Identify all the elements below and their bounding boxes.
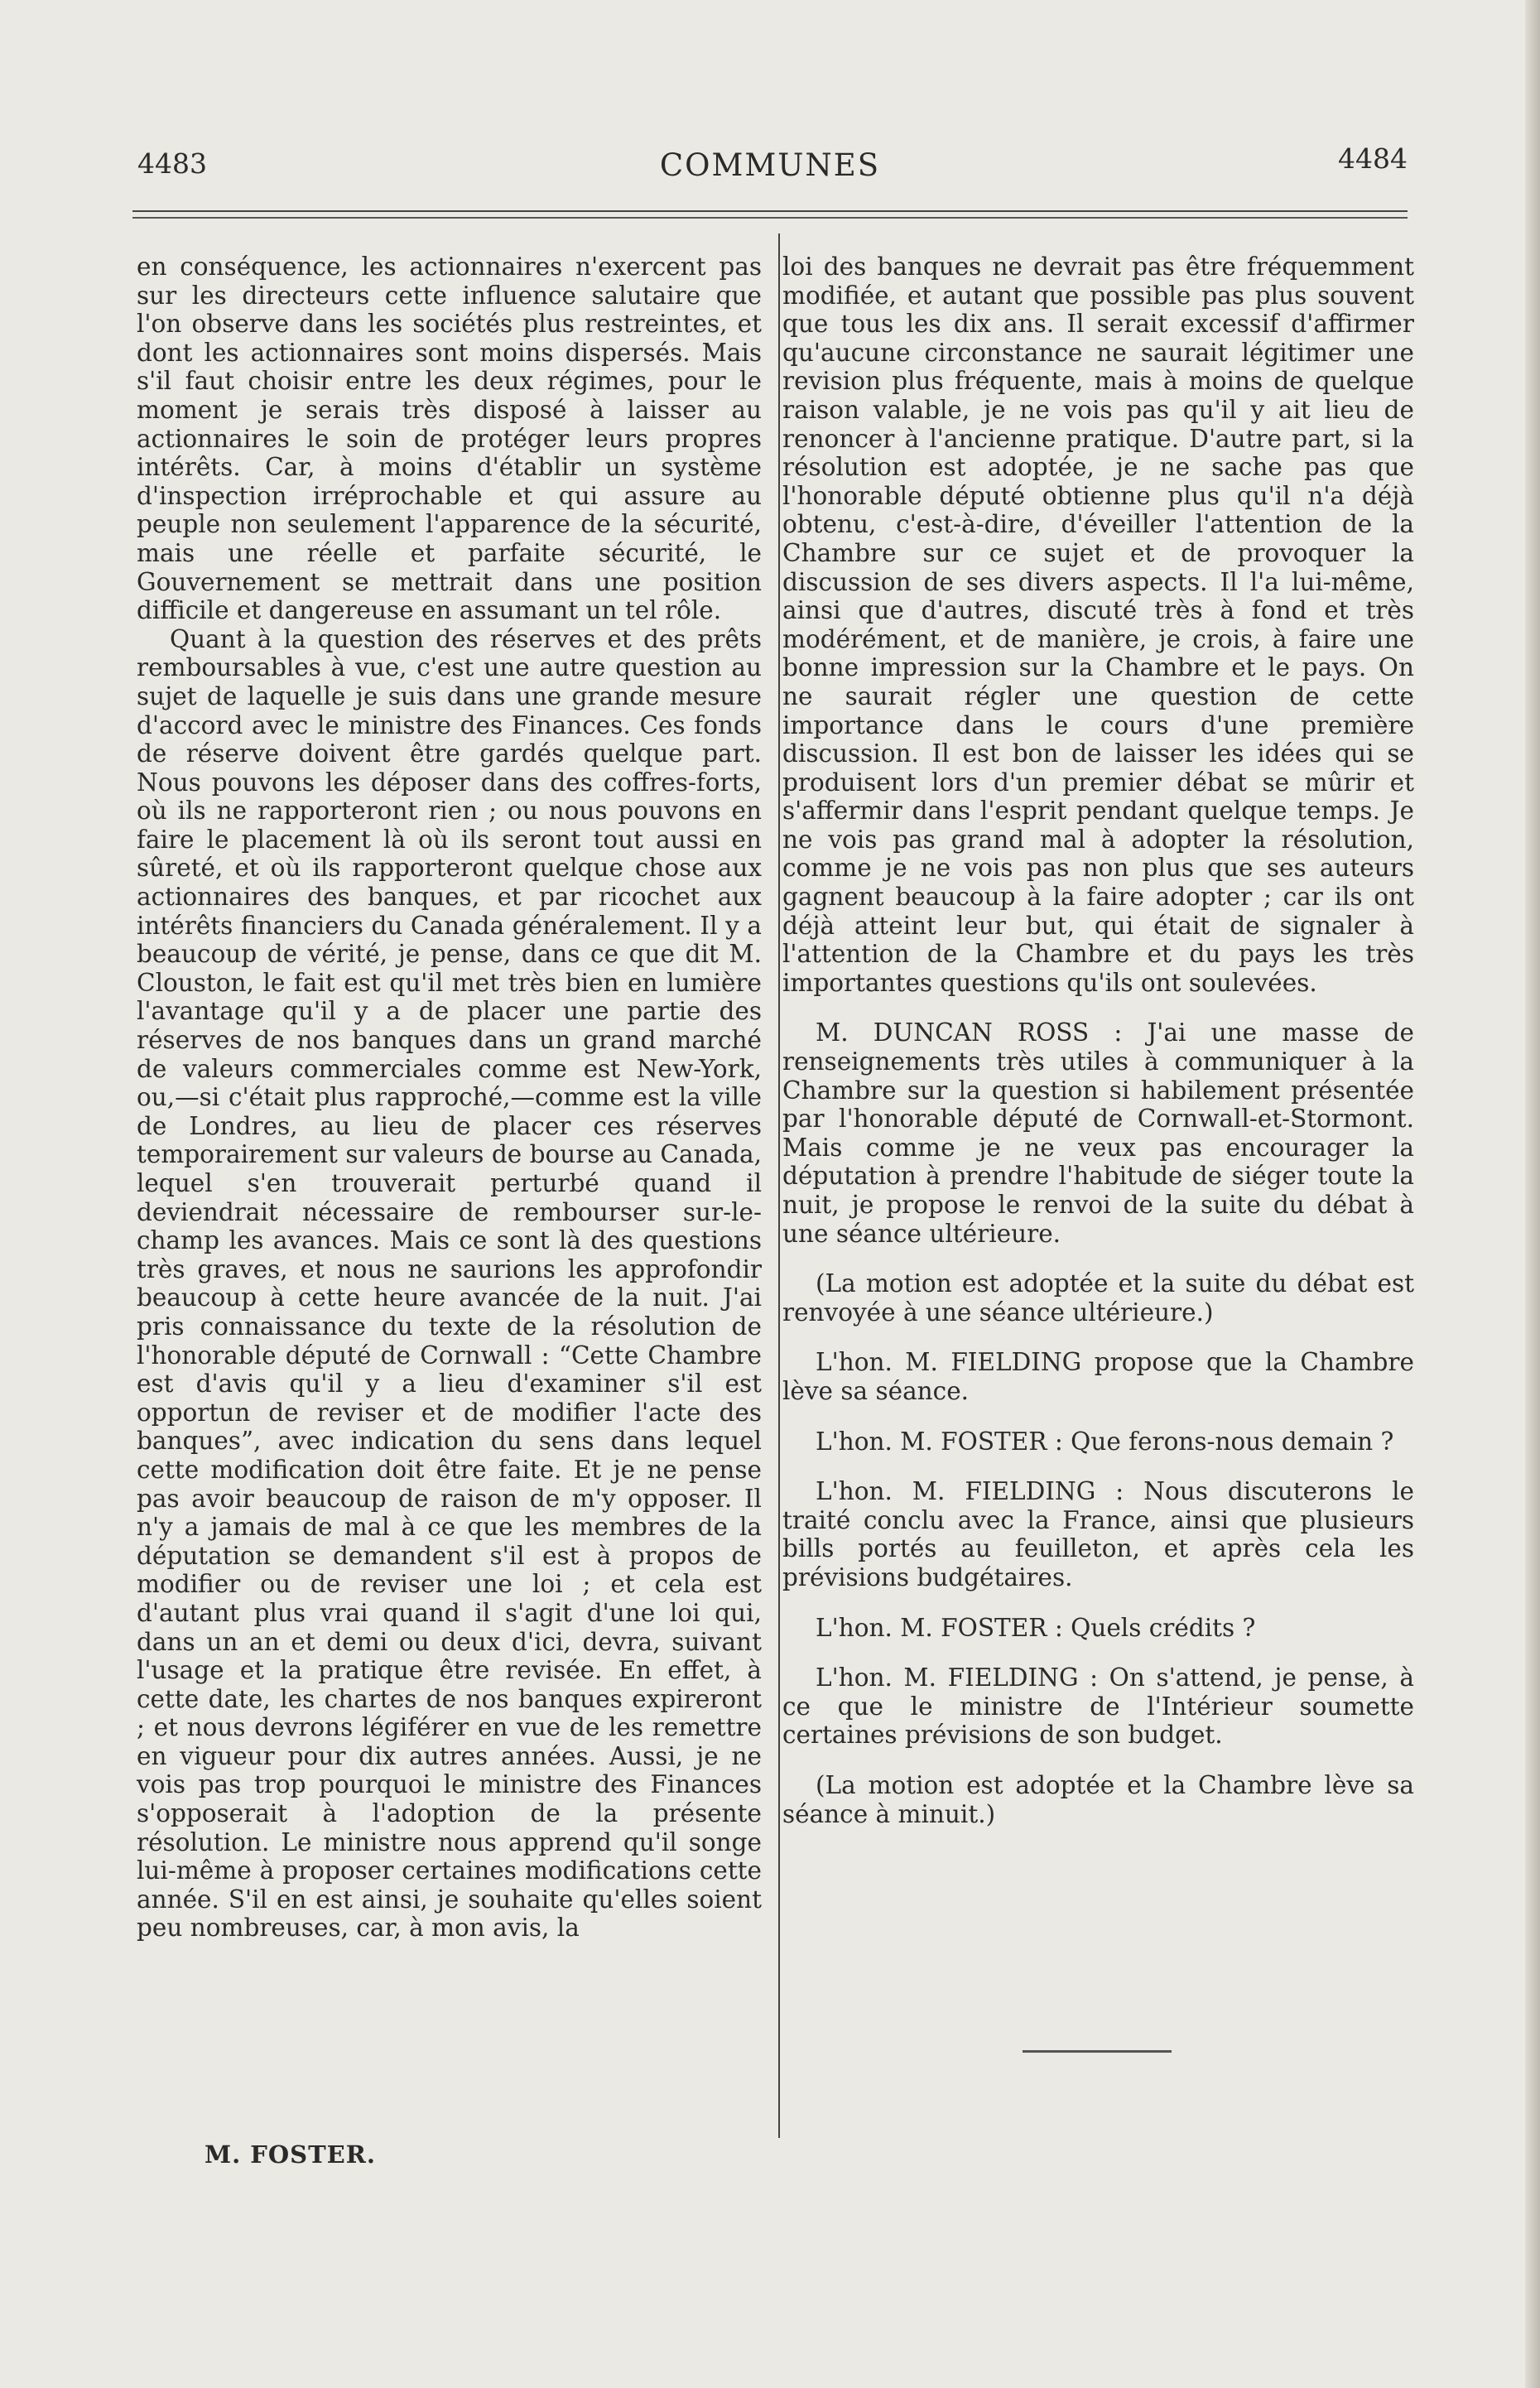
page-edge-shadow [1525,0,1540,2388]
procedural-note: (La motion est adoptée et la suite du débat est renvoyée à une séance ultérieure.) [782,1269,1414,1326]
header-rule-double [132,217,1408,219]
right-column [782,253,1414,1850]
paragraph: en conséquence, les actionnaires n'exercent pas sur les directeurs cette influence salutaire que l'on observe dans les sociétés plus restreintes, et dont les actionnaires sont moins dispersés. Mais s'il faut choisir entre les deux régimes, pour le moment je serais très disposé à laisser au actionnaires le soin de protéger leurs propres intérêts. Car, à moins d'établir un système d'inspection irréprochable et qui assure au peuple non seulement l'apparence de la sécurité, mais une réelle et parfaite sécurité, le Gouvernement se mettrait dans une position difficile et dangereuse en assumant un tel rôle. [137,253,762,625]
speech-duncan-ross: M. DUNCAN ROSS : J'ai une masse de renseignements très utiles à communiquer à la Chambre sur la question si habilement présentée par l'honorable député de Cornwall-et-Stormont. Mais comme je ne veux pas encourager la députation à prendre l'habitude de siéger toute la nuit, je propose le renvoi de la suite du débat à une séance ultérieure. [782,1018,1414,1248]
page-header [132,142,1408,197]
left-column-footer: M. FOSTER. [205,2140,376,2169]
procedural-note: (La motion est adoptée et la Chambre lève sa séance à minuit.) [782,1770,1414,1828]
speech-fielding: L'hon. M. FIELDING : Nous discuterons le traité conclu avec la France, ainsi que plusieurs bills portés au feuilleton, et après cela les prévisions budgétaires. [782,1477,1414,1591]
right-page-number: 4484 [1338,142,1408,175]
header-rule [132,210,1408,212]
section-end-rule [1023,2050,1172,2053]
left-page-number: 4483 [137,147,207,180]
speech-foster: L'hon. M. FOSTER : Quels crédits ? [816,1613,1256,1642]
speech-foster: L'hon. M. FOSTER : Que ferons-nous demain ? [816,1427,1394,1456]
page-title: COMMUNES [659,147,881,183]
column-divider [778,234,780,2138]
paragraph: loi des banques ne devrait pas être fréquemment modifiée, et autant que possible pas plus souvent que tous les dix ans. Il serait excessif d'affirmer qu'aucune circonstance ne saurait légitimer une revision plus fréquente, mais à moins de quelque raison valable, je ne vois pas qu'il y ait lieu de renoncer à l'ancienne pratique. D'autre part, si la résolution est adoptée, je ne sache pas que l'honorable député obtienne plus qu'il n'a déjà obtenu, c'est-à-dire, d'éveiller l'attention de la Chambre sur ce sujet et de provoquer la discussion de ses divers aspects. Il l'a lui-même, ainsi que d'autres, discuté très à fond et très modérément, et de manière, je crois, à faire une bonne impression sur la Chambre et le pays. On ne saurait régler une question de cette importance dans le cours d'une première discussion. Il est bon de laisser les idées qui se produisent lors d'un premier débat se mûrir et s'affermir dans l'esprit pendant quelque temps. Je ne vois pas grand mal à adopter la résolution, comme je ne vois pas non plus que ses auteurs gagnent beaucoup à la faire adopter ; car ils ont déjà atteint leur but, qui était de signaler à l'attention de la Chambre et du pays les très importantes questions qu'ils ont soulevées. [782,253,1414,997]
speech-fielding: L'hon. M. FIELDING propose que la Chambre lève sa séance. [782,1348,1414,1405]
speech-fielding: L'hon. M. FIELDING : On s'attend, je pense, à ce que le ministre de l'Intérieur soumette certaines prévisions de son budget. [782,1663,1414,1750]
paragraph: Quant à la question des réserves et des prêts remboursables à vue, c'est une autre question au sujet de laquelle je suis dans une grande mesure d'accord avec le ministre des Finances. Ces fonds de réserve doivent être gardés quelque part. Nous pouvons les déposer dans des coffres-forts, où ils ne rapporteront rien ; ou nous pouvons en faire le placement là où ils seront tout aussi en sûreté, et où ils rapporteront quelque chose aux actionnaires des banques, et par ricochet aux intérêts financiers du Canada généralement. Il y a beaucoup de vérité, je pense, dans ce que dit M. Clouston, le fait est qu'il met très bien en lumière l'avantage qu'il y a de placer une partie des réserves de nos banques dans un grand marché de valeurs commerciales comme est New-York, ou,—si c'était plus rapproché,—comme est la ville de Londres, au lieu de placer ces réserves temporairement sur valeurs de bourse au Canada, lequel s'en trouverait perturbé quand il deviendrait nécessaire de rembourser sur-le-champ les avances. Mais ce sont là des questions très graves, et nous ne saurions les approfondir beaucoup à cette heure avancée de la nuit. J'ai pris connaissance du texte de la résolution de l'honorable député de Cornwall : “Cette Chambre est d'avis qu'il y a lieu d'examiner s'il est opportun de reviser et de modifier l'acte des banques”, avec indication du sens dans lequel cette modification doit être faite. Et je ne pense pas avoir beaucoup de raison de m'y opposer. Il n'y a jamais de mal à ce que les membres de la députation se demandent s'il est à propos de modifier ou de reviser une loi ; et cela est d'autant plus vrai quand il s'agit d'une loi qui, dans un an et demi ou deux d'ici, devra, suivant l'usage et la pratique être revisée. En effet, à cette date, les chartes de nos banques expireront ; et nous devrons légiférer en vue de les remettre en vigueur pour dix autres années. Aussi, je ne vois pas trop pourquoi le ministre des Finances s'opposerait à l'adoption de la présente résolution. Le ministre nous apprend qu'il songe lui-même à proposer certaines modifications cette année. S'il en est ainsi, je souhaite qu'elles soient peu nombreuses, car, à mon avis, la [137,624,762,1943]
left-column [137,253,762,1943]
